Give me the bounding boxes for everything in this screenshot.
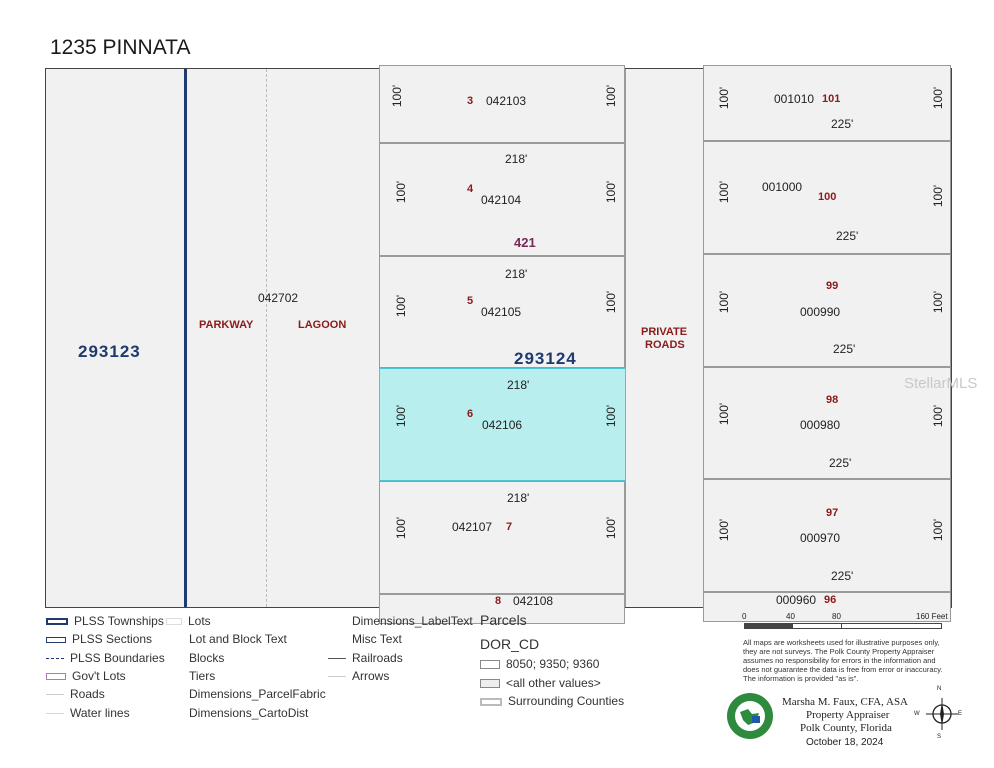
dim-side: 100' [717,86,732,110]
legend-label: Railroads [352,651,403,665]
legend-label: Surrounding Counties [508,694,625,708]
dim-side: 100' [604,516,619,540]
county-swatch [480,698,502,706]
appraiser-role: Property Appraiser [806,709,890,721]
legend-railroads [328,651,403,665]
parcel-id-6: 042106 [482,418,523,432]
private-roads-label-2: ROADS [645,339,685,351]
legend-label: Roads [70,687,105,701]
legend-dim-cartodist: Dimensions_CartoDist [189,706,309,720]
legend-blocks: Blocks [189,651,225,665]
dim-side: 100' [394,404,409,428]
section-number-right: 293124 [514,349,577,368]
compass-icon [922,690,962,740]
legend-surrounding [480,694,624,708]
dim-top: 218' [505,152,528,166]
dim-side: 100' [717,518,732,542]
report-date: October 18, 2024 [806,737,884,748]
boundary-swatch [46,658,64,659]
dim-side: 100' [604,290,619,314]
lot-number-100: 100 [818,191,837,203]
private-roads-label: PRIVATE [641,326,688,338]
disclaimer: All maps are worksheets used for illustrative purposes only, they are not surveys. The Polk County Property Appraiser assumes no responsibility for errors in the information and does not guarantee the data is free from error or inaccuracy. The information is provided "as is". [743,638,943,683]
lot-number-97: 97 [826,507,839,519]
compass-e: E [958,711,963,717]
dim-side: 100' [717,402,732,426]
legend-tiers: Tiers [189,669,216,683]
dim-side: 100' [931,290,946,314]
legend-misc-text: Misc Text [352,632,402,646]
lot-number-99: 99 [826,280,839,292]
dim-bottom: 225' [831,569,854,583]
lot-number-5: 5 [467,295,474,307]
legend-parcel-8050 [480,657,599,671]
appraiser-seal [726,692,774,740]
parcel-id-7: 042107 [452,520,493,534]
watermark: StellarMLS [904,375,978,392]
arrow-swatch [328,676,346,677]
appraiser-county: Polk County, Florida [800,722,892,734]
parcel-id-97: 000970 [800,531,841,545]
dim-side: 100' [394,180,409,204]
scale-segment [745,624,793,628]
legend-label: <all other values> [506,676,601,690]
dim-side: 100' [394,294,409,318]
parcel-id-96: 000960 [776,593,817,607]
legend-boundaries [46,651,165,665]
dim-side: 100' [604,404,619,428]
compass-s: S [937,734,942,740]
map-title: 1235 PINNATA [50,36,191,59]
dim-bottom: 225' [829,456,852,470]
legend-parcels-field: DOR_CD [480,636,540,652]
scale-bar [744,623,942,629]
lot-number-7: 7 [506,521,513,533]
dim-top: 218' [505,267,528,281]
township-swatch [46,618,68,625]
lot-number-6: 6 [467,408,474,420]
parcel-id-4: 042104 [481,193,522,207]
lots-swatch [166,618,182,625]
legend-lots [166,614,211,628]
legend-label: PLSS Sections [72,632,153,646]
dim-side: 100' [931,404,946,428]
legend-label: PLSS Boundaries [70,651,165,665]
seal-graphic [726,692,774,740]
legend-parcel-other [480,676,601,690]
legend-dim-parcelfabric: Dimensions_ParcelFabric [189,687,326,701]
parcel-id-98: 000980 [800,418,841,432]
parcel-id-8: 042108 [513,594,554,608]
compass-n: N [937,686,942,692]
scale-label-40: 40 [786,612,795,621]
dim-side: 100' [604,180,619,204]
legend-townships [46,614,164,628]
lot-number-4: 4 [467,183,474,195]
dim-bottom: 225' [831,117,854,131]
parcel-id-101: 001010 [774,92,815,106]
parcel-swatch-other [480,679,500,688]
strip-parcel-id: 042702 [258,291,299,305]
dim-side: 100' [717,180,732,204]
parcel-id-100: 001000 [762,180,803,194]
legend-water [46,706,130,720]
dim-side: 100' [931,184,946,208]
scale-label-80: 80 [832,612,841,621]
lot-number-96: 96 [824,594,837,606]
section-number-left: 293123 [78,342,141,361]
road-swatch [46,694,64,695]
road-centerline [266,69,267,607]
govlot-swatch [46,673,66,680]
railroad-swatch [328,658,346,659]
legend-label: Gov't Lots [72,669,126,683]
legend-label: Lots [188,614,211,628]
legend-parcels-title: Parcels [480,612,527,628]
legend-gov-lots [46,669,126,683]
dim-side: 100' [390,84,405,108]
legend-label: Arrows [352,669,390,683]
township-line [184,69,187,607]
block-number: 421 [514,235,536,250]
parcel-map[interactable] [45,68,978,608]
appraiser-name: Marsha M. Faux, CFA, ASA [782,696,909,708]
dim-bottom: 225' [836,229,859,243]
lot-number-3: 3 [467,95,474,107]
legend-dim-labeltext: Dimensions_LabelText [352,614,473,628]
legend-roads [46,687,105,701]
road-edge [625,69,626,607]
lot-number-98: 98 [826,394,839,406]
legend-arrows [328,669,389,683]
dim-side: 100' [931,86,946,110]
parcel-swatch-8050 [480,660,500,669]
scale-label-0: 0 [742,612,747,621]
scale-label-160: 160 Feet [916,612,948,621]
compass-graphic [922,690,962,740]
legend-label: PLSS Townships [74,614,164,628]
water-swatch [46,713,64,714]
dim-side: 100' [604,84,619,108]
dim-side: 100' [394,516,409,540]
lot-number-101: 101 [822,93,841,105]
parcel-id-99: 000990 [800,305,841,319]
dim-top: 218' [507,378,530,392]
dim-top: 218' [507,491,530,505]
lot-number-8: 8 [495,595,502,607]
dim-bottom: 225' [833,342,856,356]
street-label-lagoon: LAGOON [298,319,347,331]
legend-sections [46,632,152,646]
legend-label: Water lines [70,706,130,720]
scale-segment [841,624,842,628]
parcel-id-5: 042105 [481,305,522,319]
lot-7[interactable] [379,481,625,594]
compass-w: W [914,711,920,717]
dim-side: 100' [717,290,732,314]
legend-lot-block-text: Lot and Block Text [189,632,287,646]
parcel-id-3: 042103 [486,94,527,108]
legend-label: 8050; 9350; 9360 [506,657,600,671]
section-swatch [46,637,66,643]
dim-side: 100' [931,518,946,542]
street-label-parkway: PARKWAY [199,319,254,331]
